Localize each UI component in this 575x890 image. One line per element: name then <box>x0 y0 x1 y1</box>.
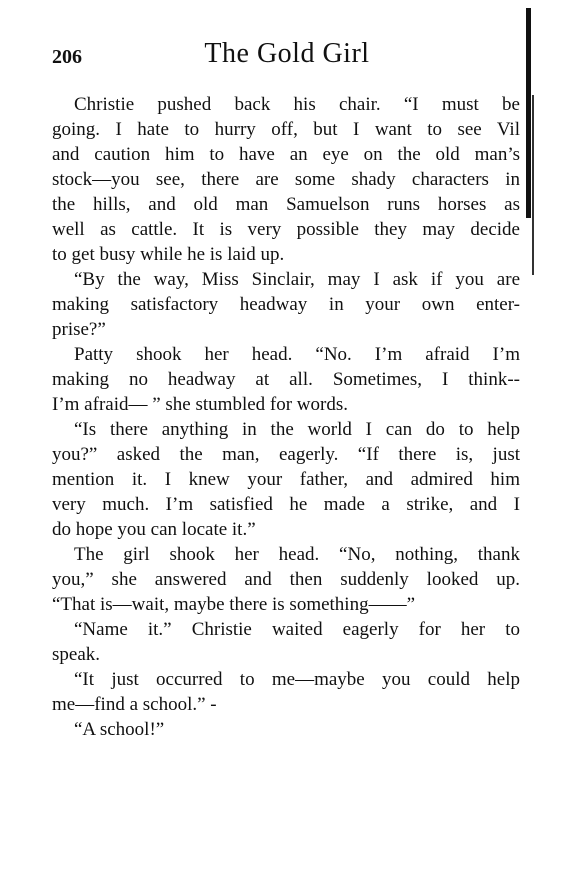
text-line: me—find a school.” - <box>52 694 217 715</box>
text-line: the hills, and old man Samuelson runs horses as <box>52 194 520 215</box>
paragraph <box>52 342 520 417</box>
running-title: The Gold Girl <box>204 38 370 69</box>
text-line: mention it. I knew your father, and admired him <box>52 469 520 490</box>
paragraph <box>52 617 520 667</box>
text-line: “Is there anything in the world I can do to help <box>74 419 520 440</box>
paragraph <box>52 717 520 742</box>
paragraph <box>52 417 520 542</box>
paragraph <box>52 267 520 342</box>
text-line: “It just occurred to me—maybe you could help <box>74 669 520 690</box>
text-line: making satisfactory headway in your own enter- <box>52 294 520 315</box>
text-line: prise?” <box>52 319 106 340</box>
text-line: you?” asked the man, eagerly. “If there is, just <box>52 444 520 465</box>
text-line: stock—you see, there are some shady characters in <box>52 169 520 190</box>
paragraph <box>52 667 520 717</box>
text-line: going. I hate to hurry off, but I want to see Vil <box>52 119 520 140</box>
scan-edge-mark-secondary <box>532 95 534 275</box>
text-line: “That is—wait, maybe there is something——” <box>52 594 416 615</box>
text-line: “Name it.” Christie waited eagerly for her to <box>74 619 520 640</box>
text-line: I’m afraid— ” she stumbled for words. <box>52 394 349 415</box>
scan-edge-mark <box>526 8 531 218</box>
text-line: Patty shook her head. “No. I’m afraid I’m <box>74 344 520 365</box>
text-line: “By the way, Miss Sinclair, may I ask if you are <box>74 269 520 290</box>
text-line: The girl shook her head. “No, nothing, thank <box>74 544 520 565</box>
text-line: well as cattle. It is very possible they may decide <box>52 219 520 240</box>
page-number: 206 <box>52 46 82 68</box>
page-body <box>52 92 520 742</box>
text-line: speak. <box>52 644 101 665</box>
text-line: you,” she answered and then suddenly looked up. <box>52 569 520 590</box>
text-line: and caution him to have an eye on the old man’s <box>52 144 520 165</box>
text-line: Christie pushed back his chair. “I must be <box>74 94 520 115</box>
text-line: to get busy while he is laid up. <box>52 244 285 265</box>
paragraph <box>52 542 520 617</box>
paragraph <box>52 92 520 267</box>
text-line: making no headway at all. Sometimes, I think-- <box>52 369 520 390</box>
page-header <box>52 38 522 78</box>
text-line: “A school!” <box>74 719 165 740</box>
text-line: very much. I’m satisfied he made a strike, and I <box>52 494 520 515</box>
text-line: do hope you can locate it.” <box>52 519 256 540</box>
